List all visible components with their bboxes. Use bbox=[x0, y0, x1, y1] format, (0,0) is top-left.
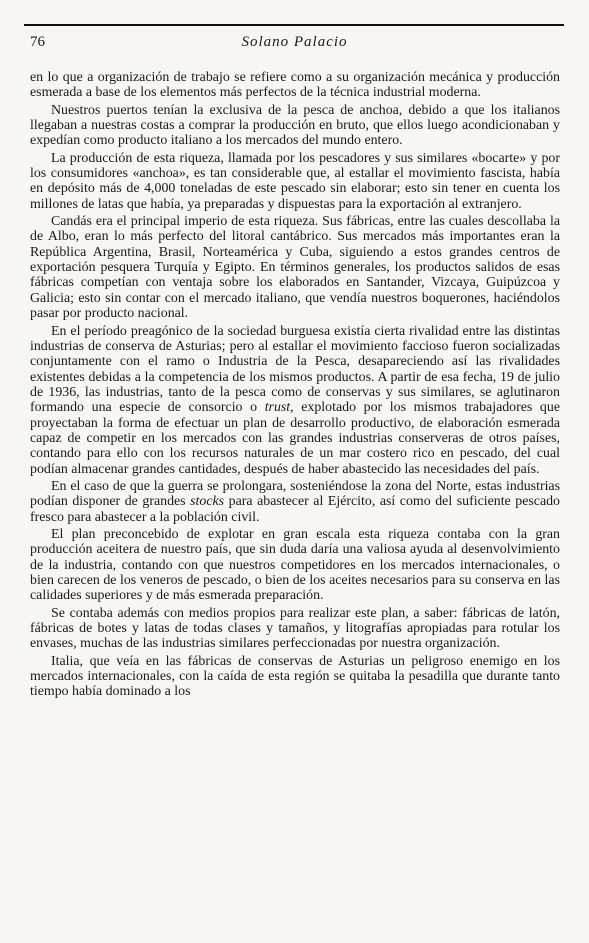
paragraph bbox=[30, 103, 560, 149]
text-run: Nuestros puertos tenían la exclusiva de la pesca de anchoa, debido a que los italianos llegaban a nuestras costas a comprar la producción en bruto, que ellos luego acondicionaban y expedían como producto italiano a los mercados del mundo entero. bbox=[30, 102, 560, 149]
paragraph bbox=[30, 214, 560, 321]
page-number: 76 bbox=[30, 34, 45, 50]
text-run: En el caso de que la guerra se prolongara, sosteniéndose la zona del Norte, estas industrias podían disponer de grandes bbox=[30, 478, 560, 510]
text-run: El plan preconcebido de explotar en gran escala esta riqueza contaba con la gran producción aceitera de nuestro país, que sin duda daría una valiosa ayuda al desenvolvimiento de la industria, contando con que nuestros competidores en los mercados internacionales, o bien carecen de los veneros de pescado, o bien de los aceites necesarios para su conserva en las calidades superiores y de más esmerada preparación. bbox=[30, 526, 560, 604]
body-text bbox=[30, 70, 560, 702]
paragraph bbox=[30, 654, 560, 700]
header-rule bbox=[24, 24, 564, 26]
paragraph bbox=[30, 70, 560, 101]
text-run: para abastecer al Ejército, así como del suficiente pescado fresco para abastecer a la población civil. bbox=[30, 494, 561, 525]
paragraph bbox=[30, 606, 560, 652]
text-run: En el período preagónico de la sociedad burguesa existía cierta rivalidad entre las distintas industrias de conserva de Asturias; pero al estallar el movimiento faccioso fueron socializadas conjuntamente con el ramo o Industria de la Pesca, desapareciendo así las rivalidades existentes debidas a la competencia de los mismos productos. A partir de esa fecha, 19 de julio de 1936, las industrias, tanto de la pesca como de conservas y sus similares, se aglutinaron formando una especie de consorcio o bbox=[30, 323, 560, 416]
text-run: explotado por los mismos trabajadores que proyectaban la forma de efectuar un plan de desarrollo productivo, de elaboración esmerada capaz de competir en los mercados con las grandes industrias conserveras de otros países, contando para ello con los recursos naturales de un mar costero rico en pescado, del cual podían almacenar grandes cantidades, después de haber abastecido las necesidades del país. bbox=[30, 400, 560, 477]
italic-term: trust, bbox=[264, 400, 294, 416]
text-run: Candás era el principal imperio de esta riqueza. Sus fábricas, entre las cuales descollaba la de Albo, eran lo más perfecto del litoral cantábrico. Sus mercados más importantes eran la República Argentina, Brasil, Norteamérica y Cuba, siguiendo a estos grandes centros de exportación pesquera Turquía y Egipto. En términos generales, los productos salidos de esas fábricas competían con ventaja sobre los elaborados en Santander, Vizcaya, Guipúzcoa y Galicia; esto sin contar con el mercado italiano, que vendía nuestros boquerones, haciéndolos pasar por producto nacional. bbox=[30, 214, 560, 322]
paragraph bbox=[30, 151, 560, 212]
text-run: Italia, que veía en las fábricas de conservas de Asturias un peligroso enemigo en los mercados internacionales, con la caída de esta región se quitaba la pesadilla que durante tanto tiempo había dominado a los bbox=[30, 653, 560, 700]
paragraph bbox=[30, 479, 560, 525]
running-head: Solano Palacio bbox=[241, 34, 348, 50]
text-run: Se contaba además con medios propios para realizar este plan, a saber: fábricas de latón, fábricas de botes y latas de todas clases y tamaños, y litografías apropiadas para rotular los envases, muchas de las industrias similares perfeccionadas por nuestra organización. bbox=[30, 605, 560, 652]
text-run: en lo que a organización de trabajo se refiere como a su organización mecánica y producción esmerada a base de los elementos más perfectos de la técnica industrial moderna. bbox=[30, 70, 560, 101]
paragraph bbox=[30, 324, 560, 477]
italic-term: stocks bbox=[190, 494, 225, 510]
paragraph bbox=[30, 527, 560, 604]
text-run: La producción de esta riqueza, llamada por los pescadores y sus similares «bocarte» y por los consumidores «anchoa», es tan considerable que, al estallar el movimiento fascista, había en depósito más de 4,000 toneladas de este pescado sin elaborar; esto sin tener en cuenta los millones de latas que había, ya preparadas y dispuestas para la exportación al extranjero. bbox=[30, 150, 560, 212]
